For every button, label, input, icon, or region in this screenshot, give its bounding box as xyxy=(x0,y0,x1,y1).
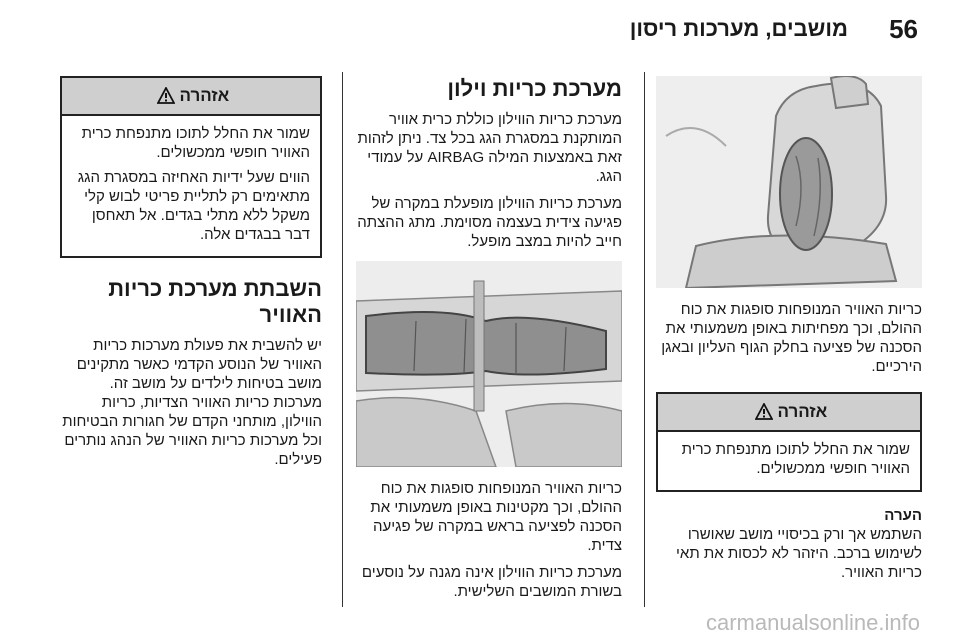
warning-box xyxy=(60,76,322,258)
warning-triangle-icon xyxy=(157,87,175,104)
curtain-airbag-illustration xyxy=(356,261,622,467)
column-right xyxy=(656,76,922,590)
figure-caption: כריות האוויר המנופחות סופגות את כוח ההולם, וכך מקטינות באופן משמעותי את הסכנה לפציעה בראש במקרה של פגיעה צדית. xyxy=(370,480,622,554)
paragraph: יש להשבית את פעולת מערכות כריות האוויר של הנוסע הקדמי כאשר מתקינים מושב בטיחות לילדים על מושב זה. מערכות כריות האוויר הצדיות, כריות הווילון, מותחני הקדם של חגורות הבטיחות וכל מערכות כריות האוויר של הנהג נותרים פעילים. xyxy=(62,337,322,468)
column-middle xyxy=(356,76,622,609)
warning-label: אזהרה xyxy=(777,402,828,421)
page-header xyxy=(0,0,960,60)
warning-box xyxy=(656,392,922,492)
warning-label: אזהרה xyxy=(179,86,230,105)
page-number: 56 xyxy=(889,14,918,44)
column-divider-left xyxy=(342,72,343,607)
section-title: מושבים, מערכות ריסון xyxy=(629,16,848,41)
warning-header xyxy=(658,394,920,432)
column-left xyxy=(60,76,322,477)
paragraph: מערכת כריות הווילון מופעלת במקרה של פגיעה צידית בעצמה מסוימת. מתג ההצתה חייב להיות במצב מופעל. xyxy=(357,195,622,250)
curtain-airbag-heading: מערכת כריות וילון xyxy=(447,76,622,101)
warning-triangle-icon xyxy=(755,403,773,420)
figure-caption: כריות האוויר המנופחות סופגות את כוח ההולם, וכך מפחיתות באופן משמעותי את הסכנה של פציעה בחלק הגוף העליון ובאגן הירכיים. xyxy=(661,301,922,375)
warning-text: שמור את החלל לתוכו מתנפחת כרית האוויר חופשי ממכשולים. xyxy=(681,441,910,477)
paragraph: מערכת כריות הווילון כוללת כרית אוויר המותקנת במסגרת הגג בכל צד. ניתן לזהות זאת באמצעות המילה AIRBAG על עמודי הגג. xyxy=(357,111,622,185)
curtain-airbag-figure xyxy=(356,261,622,467)
warning-text: שמור את החלל לתוכו מתנפחת כרית האוויר חופשי ממכשולים. xyxy=(81,125,310,161)
column-divider-right xyxy=(644,72,645,607)
airbag-deactivation-heading: השבתת מערכת כריות האוויר xyxy=(108,276,322,327)
note-heading: הערה xyxy=(884,507,922,524)
paragraph: מערכת כריות הווילון אינה מגנה על נוסעים בשורת המושבים השלישית. xyxy=(361,564,622,600)
warning-text: הווים שעל ידיות האחיזה במסגרת הגג מתאימים רק לתליית פריטי לבוש קלי משקל ללא מתלי בגדים. אל תאחסן דבר בבגדים אלה. xyxy=(77,169,310,243)
warning-header xyxy=(62,78,320,116)
seat-airbag-figure xyxy=(656,76,922,288)
note-text: השתמש אך ורק בכיסויי מושב שאושרו לשימוש ברכב. היזהר לא לכסות את תאי כריות האוויר. xyxy=(676,526,922,581)
seat-airbag-illustration xyxy=(656,76,922,288)
watermark: carmanualsonline.info xyxy=(705,610,920,635)
